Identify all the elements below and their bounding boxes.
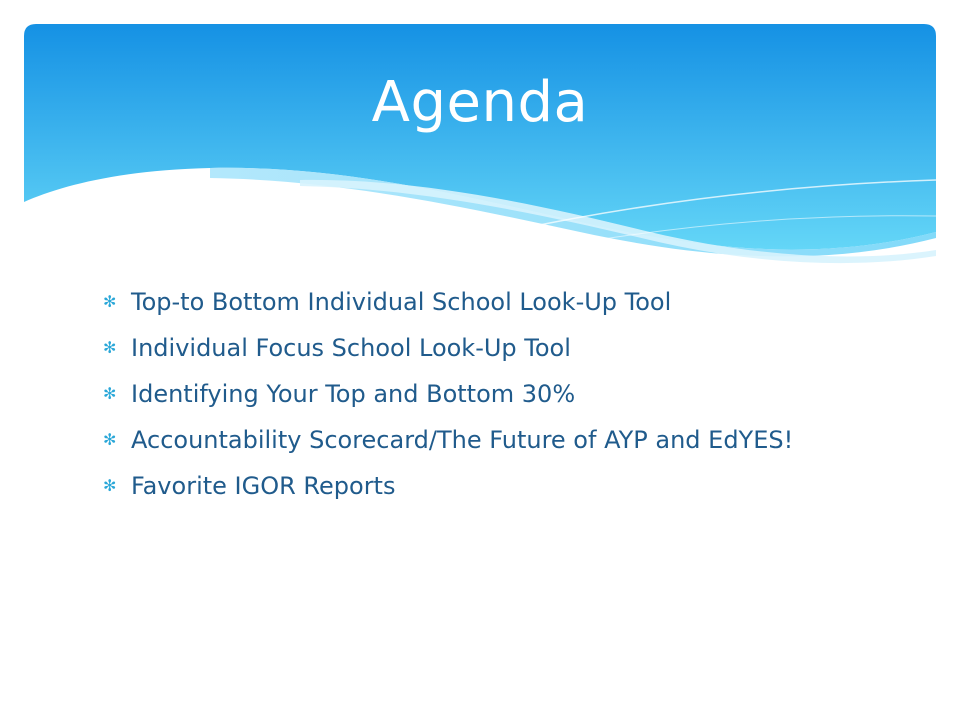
slide-title: Agenda (371, 70, 589, 135)
asterisk-icon: ✻ (103, 338, 117, 357)
agenda-item (103, 378, 803, 410)
agenda-item (103, 332, 803, 364)
agenda-item-label: Individual Focus School Look-Up Tool (131, 334, 571, 362)
agenda-list (103, 286, 803, 516)
header-banner (0, 0, 960, 300)
agenda-item (103, 286, 803, 318)
asterisk-icon: ✻ (103, 384, 117, 403)
asterisk-icon: ✻ (103, 430, 117, 449)
asterisk-icon: ✻ (103, 476, 117, 495)
agenda-item (103, 424, 803, 456)
asterisk-icon: ✻ (103, 292, 117, 311)
agenda-item-label: Identifying Your Top and Bottom 30% (131, 380, 576, 408)
agenda-item-label: Accountability Scorecard/The Future of AYP and EdYES! (131, 426, 794, 454)
agenda-item-label: Favorite IGOR Reports (131, 472, 396, 500)
agenda-item-label: Top-to Bottom Individual School Look-Up Tool (131, 288, 672, 316)
agenda-item (103, 470, 803, 502)
